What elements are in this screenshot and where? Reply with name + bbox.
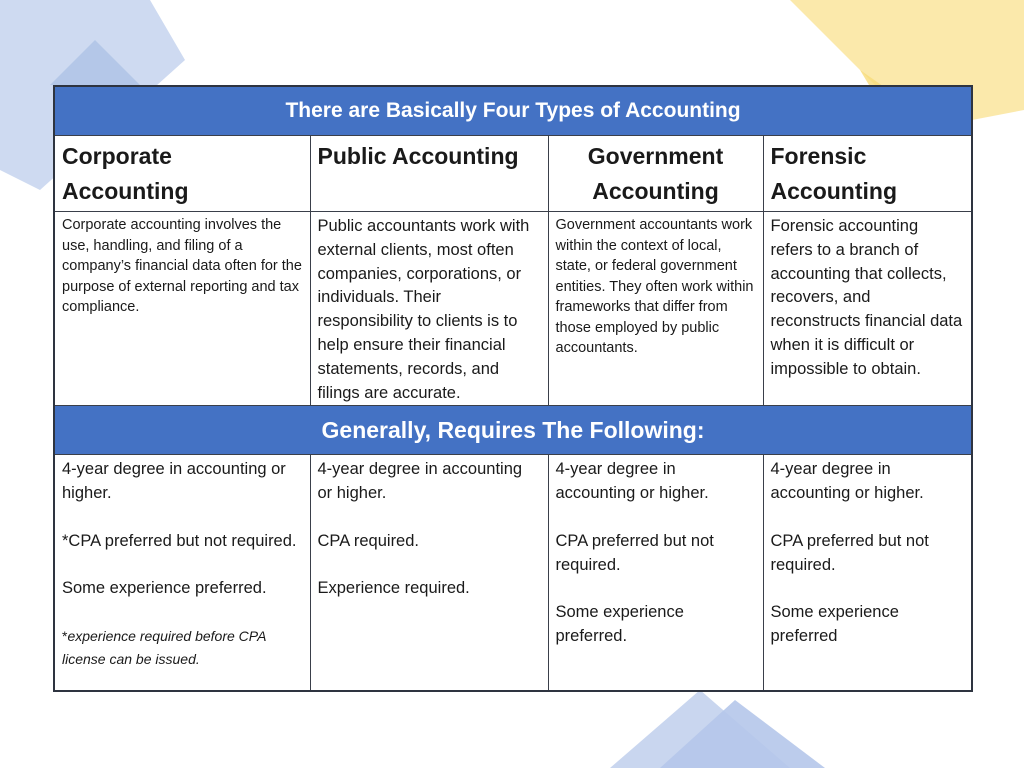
heading-government-accounting: Government Accounting bbox=[548, 136, 763, 212]
heading-corporate-accounting: Corporate Accounting bbox=[54, 136, 310, 212]
descriptions-row bbox=[54, 212, 972, 406]
column-headings-row bbox=[54, 136, 972, 212]
heading-forensic-accounting: Forensic Accounting bbox=[763, 136, 972, 212]
accounting-types-table bbox=[53, 85, 971, 692]
requirement-experience: Experience required. bbox=[317, 579, 470, 598]
requirement-cpa: CPA preferred but not required. bbox=[555, 531, 714, 574]
requirements-subheading: Generally, Requires The Following: bbox=[54, 406, 972, 455]
footnote-text: experience required before CPA license can be issued. bbox=[62, 627, 266, 667]
requirements-government-accounting bbox=[548, 455, 763, 692]
requirement-degree: 4-year degree in accounting or higher. bbox=[555, 460, 709, 503]
description-government-accounting: Government accountants work within the context of local, state, or federal government entities. They often work within frameworks that differ from those employed by public accountants. bbox=[548, 212, 763, 406]
footnote-asterisk: * bbox=[62, 627, 68, 644]
description-public-accounting: Public accountants work with external clients, most often companies, corporations, or individuals. Their responsibility to clients is to help ensure their financial statements, records, and filings are accurate. bbox=[310, 212, 548, 406]
requirement-degree: 4-year degree in accounting or higher. bbox=[770, 460, 924, 503]
requirements-public-accounting bbox=[310, 455, 548, 692]
requirement-cpa: CPA required. bbox=[317, 531, 419, 550]
requirement-cpa: CPA preferred but not required. bbox=[770, 531, 929, 574]
requirements-forensic-accounting bbox=[763, 455, 972, 692]
requirements-row bbox=[54, 455, 972, 692]
cpa-experience-footnote bbox=[62, 625, 303, 671]
requirements-corporate-accounting bbox=[54, 455, 310, 692]
table-title: There are Basically Four Types of Accounting bbox=[54, 86, 972, 136]
requirement-cpa: *CPA preferred but not required. bbox=[62, 531, 297, 550]
requirement-experience: Some experience preferred bbox=[770, 603, 899, 645]
description-forensic-accounting: Forensic accounting refers to a branch of accounting that collects, recovers, and reconstructs financial data when it is difficult or impossible to obtain. bbox=[763, 212, 972, 406]
requirement-degree: 4-year degree in accounting or higher. bbox=[317, 460, 523, 503]
requirement-degree: 4-year degree in accounting or higher. bbox=[62, 460, 286, 503]
requirement-experience: Some experience preferred. bbox=[62, 579, 267, 598]
heading-public-accounting: Public Accounting bbox=[310, 136, 548, 212]
requirement-experience: Some experience preferred. bbox=[555, 603, 684, 645]
description-corporate-accounting: Corporate accounting involves the use, handling, and filing of a company’s financial data often for the purpose of external reporting and tax compliance. bbox=[54, 212, 310, 406]
